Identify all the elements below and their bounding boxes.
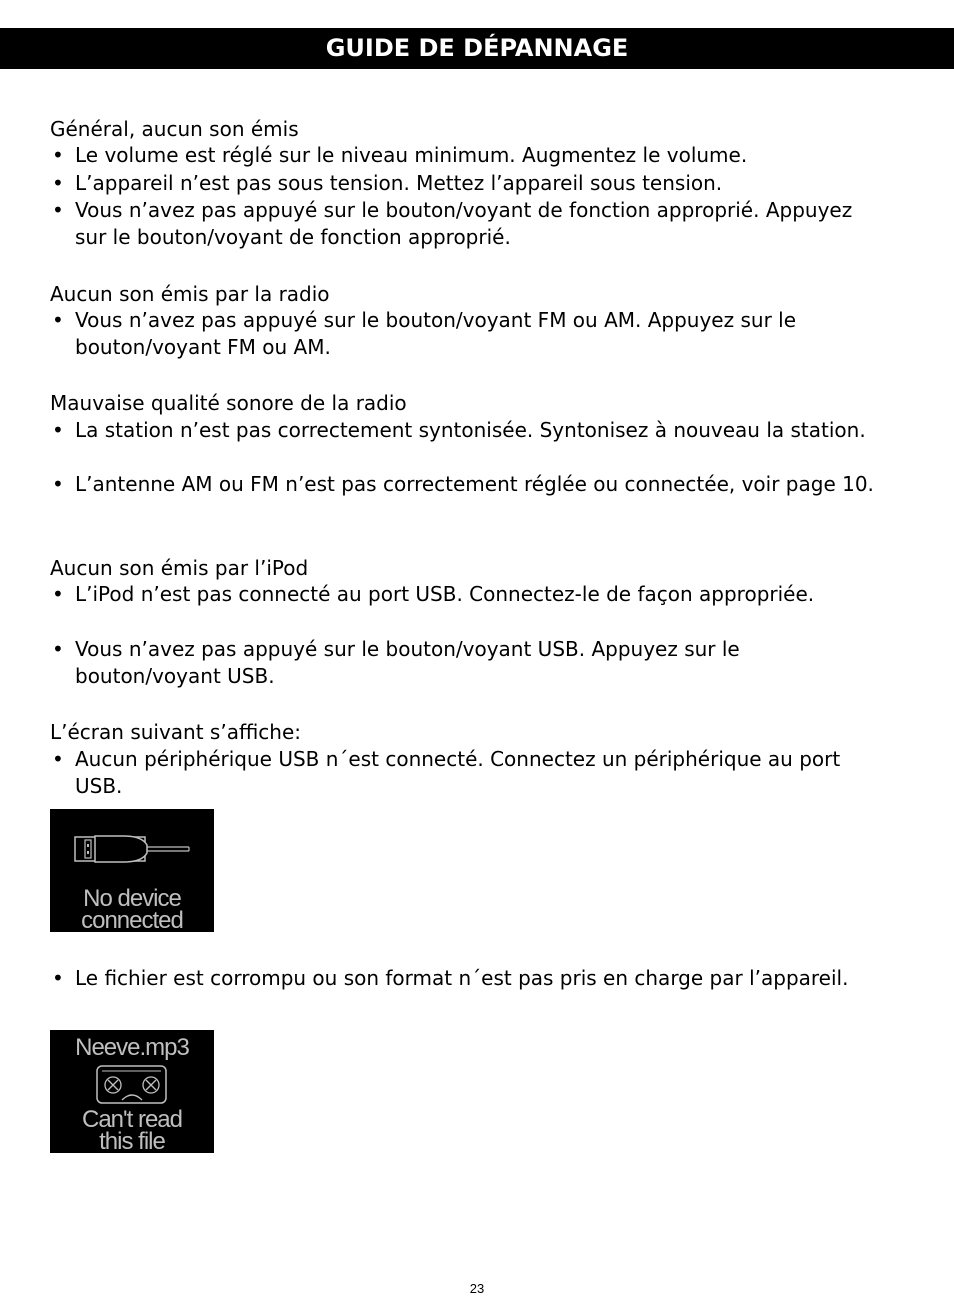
bullet-item xyxy=(50,636,880,691)
bullet-dot: • xyxy=(52,418,64,442)
bullet-item xyxy=(50,170,880,197)
bullet-item xyxy=(50,197,880,252)
bullet-dot: • xyxy=(52,143,64,167)
bullet-text: L’antenne AM ou FM n’est pas correctement réglée ou connectée, voir page 10. xyxy=(75,472,874,496)
bullet-dot: • xyxy=(52,472,64,496)
page-title: GUIDE DE DÉPANNAGE xyxy=(325,34,629,62)
bullet-text: Vous n’avez pas appuyé sur le bouton/voyant de fonction approprié. Appuyez sur le bouton/voyant de fonction approprié. xyxy=(75,198,853,250)
bullet-text: La station n’est pas correctement syntonisée. Syntonisez à nouveau la station. xyxy=(75,418,866,442)
bullet-item xyxy=(50,471,880,498)
bullet-dot: • xyxy=(52,582,64,606)
bullet-dot: • xyxy=(52,198,64,222)
screen-message-line: No device xyxy=(83,885,181,912)
section-heading: Aucun son émis par la radio xyxy=(50,282,330,306)
display-screen-cant-read xyxy=(50,1030,214,1153)
bullet-text: Le volume est réglé sur le niveau minimum. Augmentez le volume. xyxy=(75,143,748,167)
bullet-item xyxy=(50,746,880,801)
bullet-item xyxy=(50,581,880,608)
section-heading: Aucun son émis par l’iPod xyxy=(50,556,309,580)
bullet-item xyxy=(50,307,880,362)
bullet-item xyxy=(50,142,880,169)
display-screen-no-device xyxy=(50,809,214,932)
section-heading: L’écran suivant s’affiche: xyxy=(50,720,302,744)
page-number: 23 xyxy=(469,1281,485,1296)
screen-message-line: Can't read xyxy=(82,1106,182,1133)
bullet-text: Vous n’avez pas appuyé sur le bouton/voyant USB. Appuyez sur le bouton/voyant USB. xyxy=(75,637,740,689)
bullet-item xyxy=(50,417,880,444)
section-heading: Mauvaise qualité sonore de la radio xyxy=(50,391,407,415)
bullet-text: Le fichier est corrompu ou son format n´est pas pris en charge par l’appareil. xyxy=(75,966,849,990)
bullet-text: L’iPod n’est pas connecté au port USB. Connectez-le de façon appropriée. xyxy=(75,582,815,606)
screen-message-line: connected xyxy=(81,907,183,932)
bullet-text: Aucun périphérique USB n´est connecté. Connectez un périphérique au port USB. xyxy=(75,747,841,799)
bullet-dot: • xyxy=(52,747,64,771)
screen-filename: Neeve.mp3 xyxy=(75,1034,189,1061)
bullet-text: L’appareil n’est pas sous tension. Mettez l’appareil sous tension. xyxy=(75,171,723,195)
bullet-item xyxy=(50,965,880,992)
bullet-dot: • xyxy=(52,308,64,332)
bullet-dot: • xyxy=(52,171,64,195)
screen-message-line: this file xyxy=(99,1128,165,1153)
bullet-dot: • xyxy=(52,966,64,990)
bullet-text: Vous n’avez pas appuyé sur le bouton/voyant FM ou AM. Appuyez sur le bouton/voyant FM ou AM. xyxy=(75,308,797,360)
bullet-dot: • xyxy=(52,637,64,661)
title-bar xyxy=(0,28,954,69)
section-heading: Général, aucun son émis xyxy=(50,117,299,141)
